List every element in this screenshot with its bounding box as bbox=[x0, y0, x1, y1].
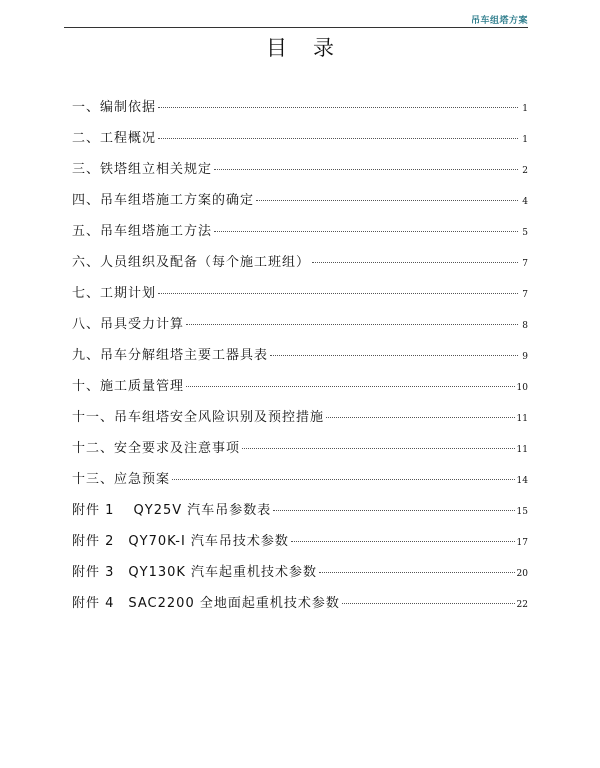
toc-leader-dots bbox=[342, 603, 515, 604]
toc-entry[interactable] bbox=[72, 499, 528, 530]
page-title: 目录 bbox=[266, 36, 360, 60]
toc-entry-page: 22 bbox=[516, 600, 528, 610]
toc-entry[interactable] bbox=[72, 406, 528, 437]
toc-entry-label: 一、编制依据 bbox=[72, 100, 157, 115]
toc-leader-dots bbox=[291, 541, 515, 542]
toc-entry-label: 附件 3 QY130K 汽车起重机技术参数 bbox=[72, 565, 318, 580]
table-of-contents bbox=[72, 96, 528, 623]
toc-entry-page: 7 bbox=[522, 259, 528, 269]
toc-entry-page: 15 bbox=[516, 507, 528, 517]
toc-entry[interactable] bbox=[72, 127, 528, 158]
toc-entry-label: 十三、应急预案 bbox=[72, 472, 171, 487]
toc-entry-label: 十二、安全要求及注意事项 bbox=[72, 441, 241, 456]
toc-entry-label: 七、工期计划 bbox=[72, 286, 157, 301]
toc-entry[interactable] bbox=[72, 189, 528, 220]
toc-leader-dots bbox=[172, 479, 515, 480]
toc-entry[interactable] bbox=[72, 96, 528, 127]
toc-entry-label: 九、吊车分解组塔主要工器具表 bbox=[72, 348, 269, 363]
toc-entry-label: 十一、吊车组塔安全风险识别及预控措施 bbox=[72, 410, 325, 425]
toc-entry-label: 八、吊具受力计算 bbox=[72, 317, 185, 332]
toc-entry-label: 附件 2 QY70K-I 汽车吊技术参数 bbox=[72, 534, 289, 549]
toc-entry-page: 10 bbox=[516, 383, 528, 393]
toc-entry[interactable] bbox=[72, 592, 528, 623]
toc-entry-label: 附件 4 SAC2200 全地面起重机技术参数 bbox=[72, 596, 340, 611]
toc-entry-label: 六、人员组织及配备（每个施工班组） bbox=[72, 255, 311, 270]
header-divider bbox=[64, 27, 528, 28]
toc-leader-dots bbox=[214, 169, 518, 170]
toc-entry-page: 2 bbox=[522, 166, 528, 176]
toc-leader-dots bbox=[326, 417, 515, 418]
toc-entry[interactable] bbox=[72, 437, 528, 468]
toc-entry[interactable] bbox=[72, 158, 528, 189]
toc-entry[interactable] bbox=[72, 468, 528, 499]
toc-entry-page: 11 bbox=[516, 414, 528, 424]
toc-leader-dots bbox=[256, 200, 518, 201]
toc-entry[interactable] bbox=[72, 344, 528, 375]
toc-entry-label: 十、施工质量管理 bbox=[72, 379, 185, 394]
toc-entry-page: 14 bbox=[516, 476, 528, 486]
toc-entry[interactable] bbox=[72, 530, 528, 561]
toc-entry[interactable] bbox=[72, 220, 528, 251]
toc-leader-dots bbox=[214, 231, 518, 232]
toc-leader-dots bbox=[242, 448, 515, 449]
toc-entry-label: 附件 1 QY25V 汽车吊参数表 bbox=[72, 503, 272, 518]
toc-leader-dots bbox=[158, 107, 518, 108]
toc-entry-page: 5 bbox=[522, 228, 528, 238]
toc-entry-page: 1 bbox=[522, 135, 528, 145]
toc-entry-page: 9 bbox=[522, 352, 528, 362]
toc-entry-label: 四、吊车组塔施工方案的确定 bbox=[72, 193, 255, 208]
toc-entry-label: 五、吊车组塔施工方法 bbox=[72, 224, 213, 239]
toc-entry[interactable] bbox=[72, 282, 528, 313]
toc-entry[interactable] bbox=[72, 375, 528, 406]
toc-leader-dots bbox=[186, 386, 515, 387]
toc-entry-page: 8 bbox=[522, 321, 528, 331]
toc-leader-dots bbox=[270, 355, 518, 356]
toc-leader-dots bbox=[319, 572, 514, 573]
toc-leader-dots bbox=[312, 262, 518, 263]
toc-entry[interactable] bbox=[72, 561, 528, 592]
toc-entry[interactable] bbox=[72, 313, 528, 344]
toc-leader-dots bbox=[158, 138, 518, 139]
toc-leader-dots bbox=[186, 324, 518, 325]
toc-entry-label: 三、铁塔组立相关规定 bbox=[72, 162, 213, 177]
toc-entry-page: 1 bbox=[522, 104, 528, 114]
toc-entry-page: 11 bbox=[516, 445, 528, 455]
toc-leader-dots bbox=[158, 293, 518, 294]
toc-entry-page: 7 bbox=[522, 290, 528, 300]
toc-entry[interactable] bbox=[72, 251, 528, 282]
running-header: 吊车组塔方案 bbox=[470, 16, 528, 26]
toc-entry-page: 4 bbox=[522, 197, 528, 207]
toc-entry-page: 17 bbox=[516, 538, 528, 548]
toc-leader-dots bbox=[273, 510, 514, 511]
toc-entry-label: 二、工程概况 bbox=[72, 131, 157, 146]
toc-entry-page: 20 bbox=[516, 569, 528, 579]
